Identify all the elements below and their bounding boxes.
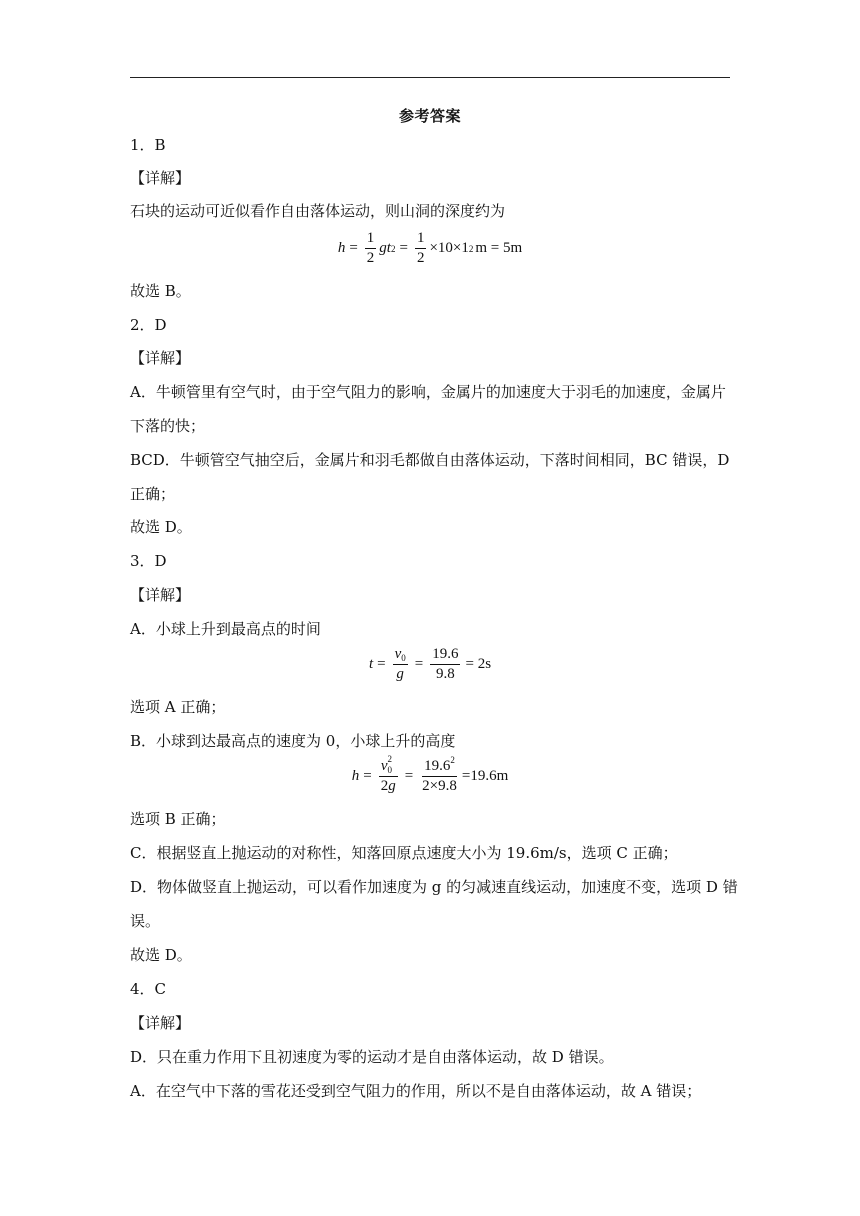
q1-text: 石块的运动可近似看作自由落体运动，则山洞的深度约为: [130, 202, 506, 220]
q4-line-d: D．只在重力作用下且初速度为零的运动才是自由落体运动，故 D 错误。: [130, 1048, 614, 1066]
q3-line-a-ok: 选项 A 正确；: [130, 698, 226, 716]
q1-conclusion: 故选 B。: [130, 282, 191, 300]
q3-frac-2: $\frac{19.6}{9.8}$: [432, 646, 459, 682]
q3-line-b-ok: 选项 B 正确；: [130, 810, 226, 828]
q3-conclusion: 故选 D。: [130, 946, 192, 964]
header-rule: [130, 77, 730, 78]
q1-frac-2: $\frac{1}{2}$: [416, 230, 425, 266]
q3-line-a: A．小球上升到最高点的时间: [130, 620, 321, 638]
q2-line-a2: 下落的快；: [130, 417, 206, 435]
q3-detail-label: 【详解】: [130, 586, 191, 604]
q3-line-d1: D．物体做竖直上抛运动，可以看作加速度为 g 的匀减速直线运动，加速度不变，选项 D 错: [130, 878, 738, 896]
q3-line-b: B．小球到达最高点的速度为 0，小球上升的高度: [130, 732, 456, 750]
q2-line-a1: A．牛顿管里有空气时，由于空气阻力的影响，金属片的加速度大于羽毛的加速度，金属片: [130, 383, 726, 401]
q3-answer: 3．D: [130, 552, 167, 570]
q3-equation-1: t = $\frac{v_0}{g}$ = $\frac{19.6}{9.8}$ = 2s: [368, 646, 492, 682]
q3-frac-3: v 2 0 2g: [380, 754, 396, 794]
q4-answer: 4．C: [130, 980, 167, 998]
q1-answer: 1．B: [130, 136, 166, 154]
q1-detail-label: 【详解】: [130, 169, 191, 187]
q3-frac-1: $\frac{v_0}{g}$: [394, 646, 406, 682]
page-title: 参考答案: [398, 107, 461, 125]
q2-line-bcd1: BCD．牛顿管空气抽空后，金属片和羽毛都做自由落体运动，下落时间相同，BC 错误，D: [130, 451, 730, 469]
q3-equation-2: h = v 2 0 2g = $\frac{19.6^2}{2\times 9.8}$ =19.6m: [351, 754, 509, 794]
q3-line-d2: 误。: [130, 912, 161, 930]
q2-line-bcd2: 正确；: [130, 485, 176, 503]
q3-frac-4: $\frac{19.6^2}{2\times 9.8}$: [422, 755, 457, 794]
q4-line-a: A．在空气中下落的雪花还受到空气阻力的作用，所以不是自由落体运动，故 A 错误；: [130, 1082, 702, 1100]
q3-line-c: C．根据竖直上抛运动的对称性，知落回原点速度大小为 19.6m/s，选项 C 正确；: [130, 844, 678, 862]
q2-answer: 2．D: [130, 316, 167, 334]
q4-detail-label: 【详解】: [130, 1014, 191, 1032]
q2-conclusion: 故选 D。: [130, 518, 192, 536]
q1-frac-1: $\frac{1}{2}$: [366, 230, 375, 266]
q2-detail-label: 【详解】: [130, 349, 191, 367]
q1-equation: h = $\frac{1}{2}$ g t 2 = $\frac{1}{2}$ ×10×1 2 m = 5m: [337, 230, 523, 266]
